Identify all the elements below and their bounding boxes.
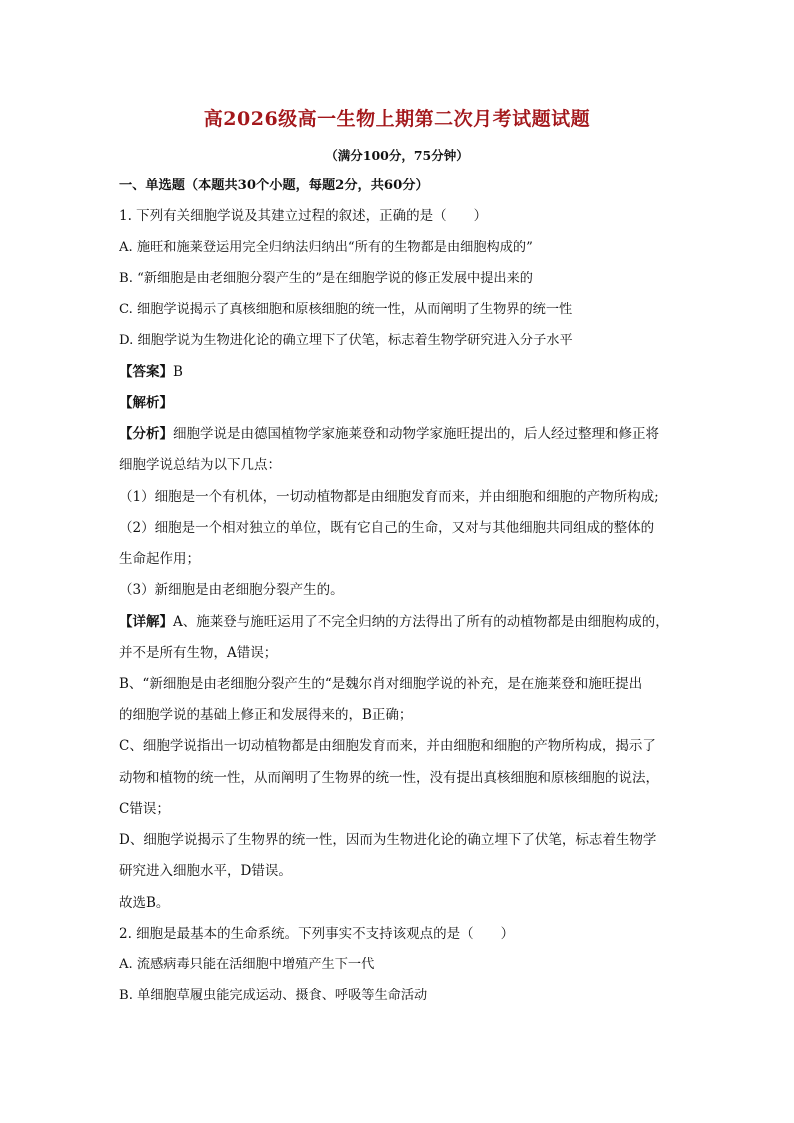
- section-heading: 一、单选题（本题共30个小题，每题2分，共60分）: [119, 178, 429, 193]
- question-1-option-c: C. 细胞学说揭示了真核细胞和原核细胞的统一性，从而阐明了生物界的统一性: [119, 302, 573, 317]
- detail-line-7: C错误；: [119, 801, 170, 817]
- detail-line-5: C、细胞学说指出一切动植物都是由细胞发育而来，并由细胞和细胞的产物所构成，揭示了: [119, 738, 656, 754]
- question-1-stem: 1. 下列有关细胞学说及其建立过程的叙述，正确的是（ ）: [119, 208, 488, 224]
- detail-line-4: 的细胞学说的基础上修正和发展得来的，B正确；: [119, 707, 413, 723]
- fenxi-tag: 【分析】: [119, 426, 173, 442]
- page-title: 高2026级高一生物上期第二次月考试题试题: [203, 108, 591, 130]
- page-subtitle: （满分100分，75分钟）: [325, 148, 469, 163]
- question-2-stem: 2. 细胞是最基本的生命系统。下列事实不支持该观点的是（ ）: [119, 926, 515, 942]
- question-1-option-d: D. 细胞学说为生物进化论的确立埋下了伏笔，标志着生物学研究进入分子水平: [119, 333, 573, 348]
- detail-line-1: [119, 614, 679, 630]
- detail-text-1: A、施莱登与施旺运用了不完全归纳的方法得出了所有的动植物都是由细胞构成的，: [173, 614, 669, 630]
- point-2: （2）细胞是一个相对独立的单位，既有它自己的生命，又对与其他细胞共同组成的整体的: [119, 520, 655, 536]
- question-2-option-b: B. 单细胞草履虫能完成运动、摄食、呼吸等生命活动: [119, 988, 428, 1003]
- detail-line-3: B、“新细胞是由老细胞分裂产生的“是魏尔肖对细胞学说的补充，是在施莱登和施旺提出: [119, 676, 643, 692]
- answer-value: B: [173, 364, 183, 380]
- fenxi-text-1: 细胞学说是由德国植物学家施莱登和动物学家施旺提出的，后人经过整理和修正将: [173, 426, 659, 442]
- answer-line: [119, 364, 679, 380]
- point-1: （1）细胞是一个有机体，一切动植物都是由细胞发育而来，并由细胞和细胞的产物所构成;: [119, 489, 659, 505]
- answer-tag: 【答案】: [119, 364, 173, 380]
- question-2-option-a: A. 流感病毒只能在活细胞中增殖产生下一代: [119, 957, 375, 972]
- detail-line-6: 动物和植物的统一性，从而阐明了生物界的统一性，没有提出真核细胞和原核细胞的说法，: [119, 770, 659, 786]
- question-1-option-b: B. “新细胞是由老细胞分裂产生的”是在细胞学说的修正发展中提出来的: [119, 271, 533, 286]
- detail-line-10: 故选B。: [119, 895, 170, 911]
- detail-line-9: 研究进入细胞水平，D错误。: [119, 863, 292, 879]
- fenxi-line-1: [119, 426, 679, 442]
- analysis-tag: 【解析】: [119, 395, 173, 411]
- detail-line-2: 并不是所有生物，A错误；: [119, 645, 278, 661]
- point-3: （3）新细胞是由老细胞分裂产生的。: [119, 582, 344, 598]
- detail-tag: 【详解】: [119, 614, 173, 630]
- question-1-option-a: A. 施旺和施莱登运用完全归纳法归纳出“所有的生物都是由细胞构成的”: [119, 240, 533, 255]
- detail-line-8: D、细胞学说揭示了生物界的统一性，因而为生物进化论的确立埋下了伏笔，标志着生物学: [119, 832, 657, 848]
- fenxi-line-2: 细胞学说总结为以下几点：: [119, 457, 281, 473]
- point-2-cont: 生命起作用；: [119, 551, 200, 567]
